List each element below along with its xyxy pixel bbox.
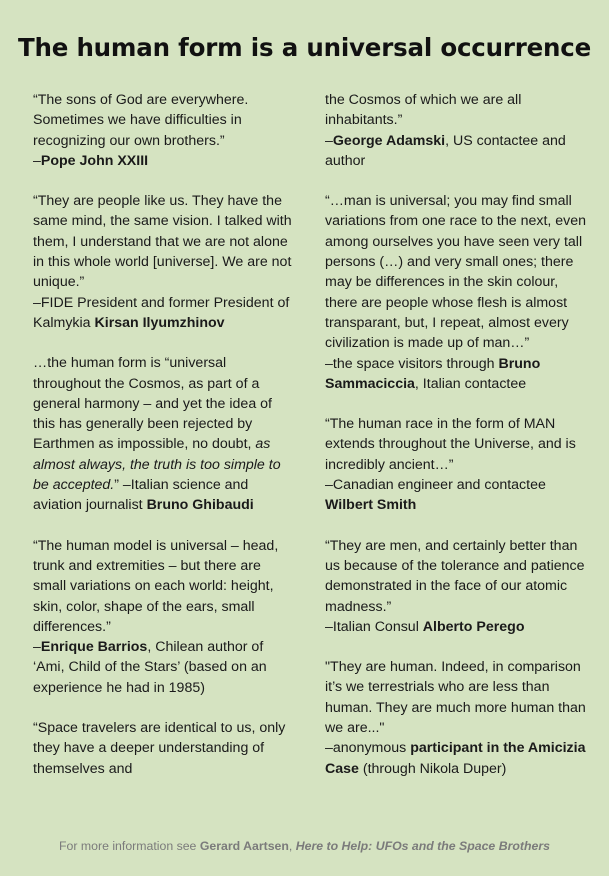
attribution-suffix: , Italian contactee — [414, 375, 527, 392]
quote-attribution — [33, 151, 295, 171]
attribution-name: Bruno Sammaciccia — [325, 355, 541, 392]
attribution-prefix: –FIDE President and former President of Kalmykia — [33, 294, 290, 331]
attribution-name: Wilbert Smith — [325, 497, 417, 514]
quote-text: "They are human. Indeed, in comparison it’s we terrestrials who are less than human. They are much more human than we are..." — [325, 659, 586, 737]
footer-book-title: Here to Help: UFOs and the Space Brothers — [295, 839, 550, 853]
attribution-name: Pope John XXIII — [40, 152, 149, 169]
footer-author: Gerard Aartsen — [199, 839, 289, 853]
attribution-suffix: , US contactee and author — [325, 132, 566, 169]
attribution-name: Kirsan Ilyumzhinov — [94, 314, 225, 331]
quote-space-visitors — [325, 191, 587, 394]
attribution-name: George Adamski — [332, 132, 446, 149]
attribution-prefix: –anonymous — [325, 740, 411, 757]
attribution-prefix: –Canadian engineer and contactee — [325, 477, 546, 494]
quote-ghibaudi — [33, 353, 295, 515]
attribution-name: Enrique Barrios — [40, 639, 148, 656]
quote-amicizia — [325, 657, 587, 779]
right-column — [325, 90, 587, 799]
quote-text: the Cosmos of which we are all inhabitants.” — [325, 92, 522, 129]
attribution-prefix: –the space visitors through — [325, 355, 499, 372]
quote-adamski-end — [325, 90, 587, 171]
quote-text: “Space travelers are identical to us, only they have a deeper understanding of themselves and — [33, 720, 286, 777]
left-column — [33, 90, 295, 799]
quote-pope-john — [33, 90, 295, 171]
attribution-dash: – — [33, 639, 41, 656]
quote-perego — [325, 536, 587, 637]
attribution-name: Alberto Perego — [422, 618, 525, 635]
footer-reference — [0, 839, 609, 853]
attribution-name: Bruno Ghibaudi — [146, 497, 254, 514]
quote-text — [33, 353, 295, 515]
quote-text: “They are men, and certainly better than us because of the tolerance and patience demonstrated in the face of our atomic madness.” — [325, 537, 585, 615]
attribution-suffix: , Chilean author of ‘Ami, Child of the Stars’ (based on an experience he had in 1985) — [33, 639, 267, 696]
attribution-suffix: (through Nikola Duper) — [358, 760, 507, 777]
quote-adamski-start — [33, 718, 295, 779]
quote-attribution — [325, 617, 587, 637]
quote-attribution — [325, 738, 587, 779]
quote-attribution — [325, 475, 587, 516]
attribution-name: participant in the Amicizia Case — [325, 740, 586, 777]
quote-wilbert-smith — [325, 414, 587, 515]
quote-text-italic: as almost always, the truth is too simple to be accepted. — [33, 436, 281, 494]
quote-text-part: ” –Italian science and aviation journalist — [33, 477, 249, 514]
attribution-prefix: –Italian Consul — [325, 618, 423, 635]
attribution-dash: – — [33, 152, 41, 169]
quote-ilyumzhinov — [33, 191, 295, 333]
footer-separator: , — [288, 839, 296, 853]
quote-text: “…man is universal; you may find small variations from one race to the next, even among ourselves you have seen very tall persons (…) and very small ones; there may be differences in the skin colour, there are people whose flesh is almost transparant, but, I repeat, almost every civilization is made up of man…” — [325, 193, 587, 352]
page-title: The human form is a universal occurrence — [17, 33, 592, 62]
quote-barrios — [33, 536, 295, 698]
quote-attribution — [325, 131, 587, 172]
quote-attribution — [33, 293, 295, 334]
quote-text-part: …the human form is “universal throughout the Cosmos, as part of a general harmony – and yet the idea of this has generally been rejected by Earthmen as impossible, no doubt, — [33, 355, 272, 453]
quote-text: “The human race in the form of MAN extends throughout the Universe, and is incredibly ancient…” — [325, 416, 576, 473]
quote-text: “They are people like us. They have the same mind, the same vision. I talked with them, I understand that we are not alone in this whole world [universe]. We are not unique.” — [33, 193, 292, 291]
attribution-dash: – — [325, 132, 333, 149]
quote-attribution — [325, 354, 587, 395]
quote-attribution — [33, 637, 295, 698]
quote-text: “The human model is universal – head, trunk and extremities – but there are small variations on each world: height, skin, color, shape of the ears, small differences.” — [33, 537, 279, 635]
footer-prefix: For more information see — [59, 839, 200, 853]
quote-text: “The sons of God are everywhere. Sometimes we have difficulties in recognizing our own brothers.” — [33, 92, 249, 149]
